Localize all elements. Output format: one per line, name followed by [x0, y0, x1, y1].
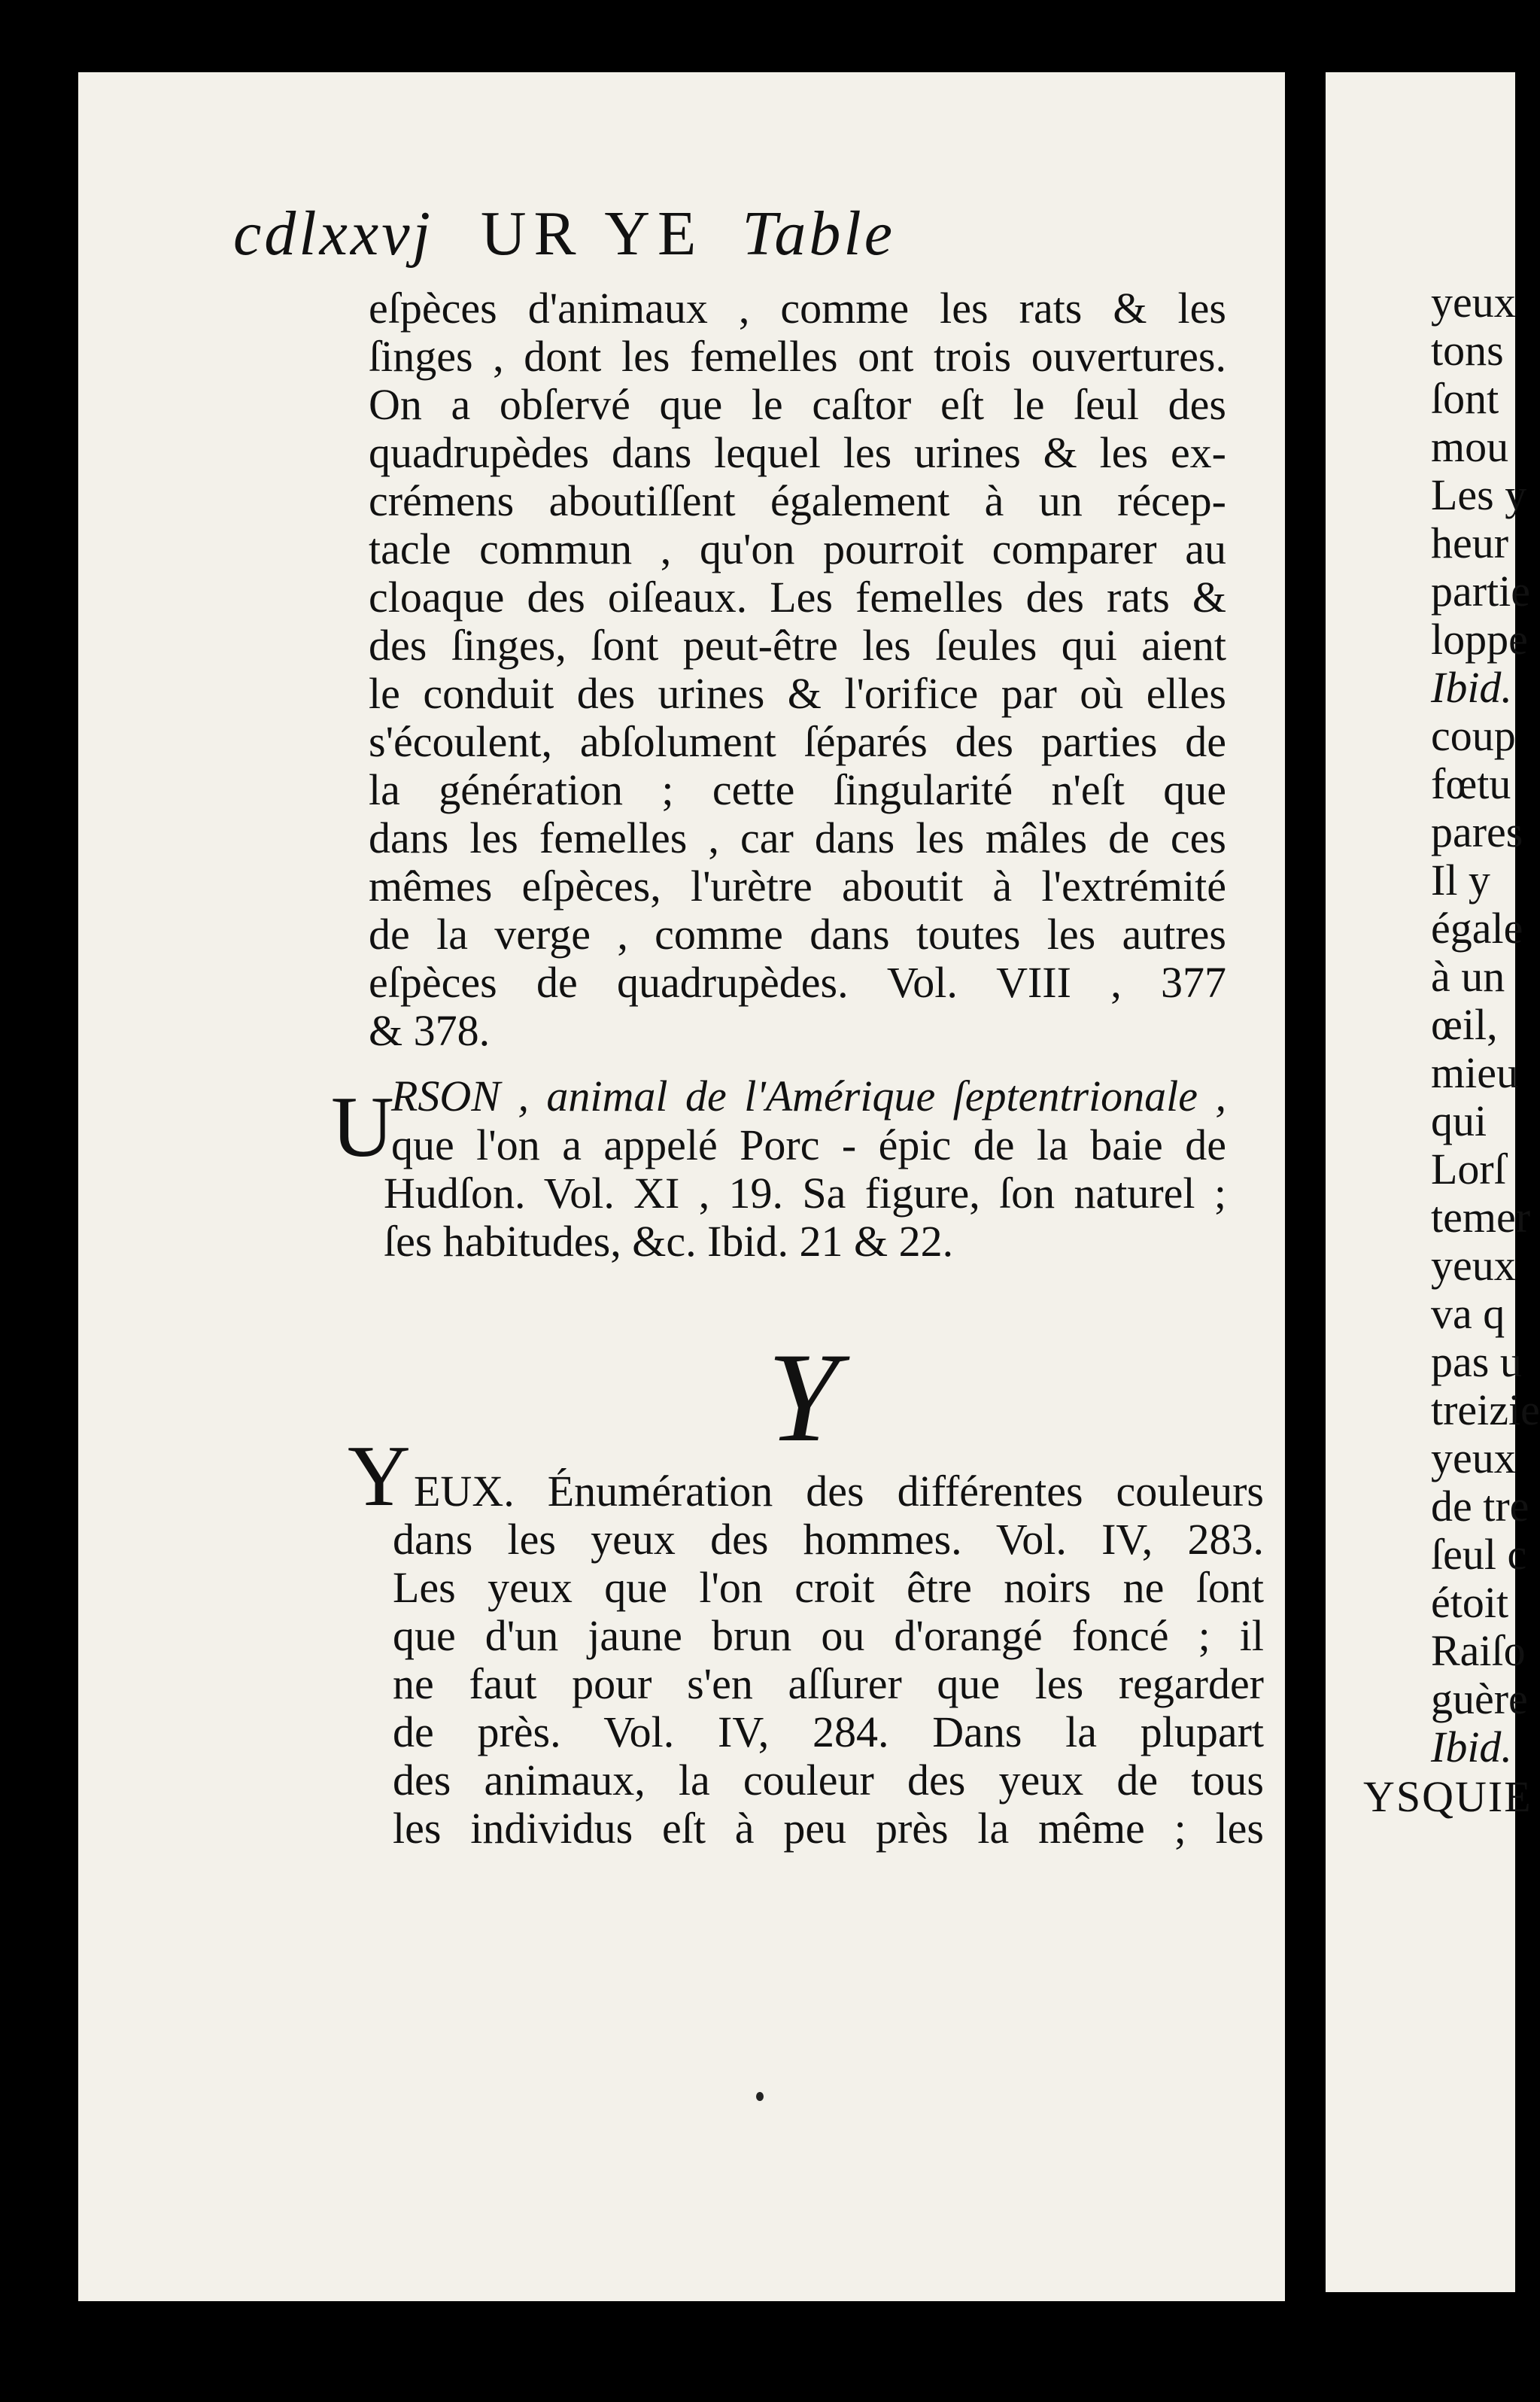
- fragment: Il y: [1431, 856, 1490, 905]
- text-line: eſpèces d'animaux , comme les rats & les: [369, 284, 1226, 333]
- text-line: de près. Vol. IV, 284. Dans la plupart: [393, 1707, 1264, 1756]
- urson-dropcap: U: [331, 1079, 394, 1175]
- running-head-title: Table: [742, 199, 895, 269]
- fragment: guère: [1431, 1674, 1528, 1723]
- fragment: œil,: [1431, 1000, 1498, 1049]
- page-header: [233, 197, 895, 270]
- running-head-letters: UR YE: [480, 199, 704, 269]
- fragment: loppe: [1431, 615, 1528, 664]
- text-line: le conduit des urines & l'orifice par où elles: [369, 669, 1226, 718]
- text-line: eſpèces de quadrupèdes. Vol. VIII , 377: [369, 958, 1226, 1007]
- fragment: tons: [1431, 326, 1504, 375]
- fragment: va q: [1431, 1289, 1505, 1338]
- fragment: yeux: [1431, 1241, 1516, 1290]
- text-line: On a obſervé que le caſtor eſt le ſeul des: [369, 380, 1226, 429]
- text-line: des animaux, la couleur des yeux de tous: [393, 1756, 1264, 1805]
- text-line: que d'un jaune brun ou d'orangé foncé ; il: [393, 1611, 1264, 1660]
- fragment: treizie: [1431, 1385, 1540, 1434]
- fragment: pares: [1431, 807, 1523, 856]
- section-letter: Y: [767, 1327, 839, 1468]
- fragment: Ibid.: [1431, 1722, 1512, 1771]
- text-line: Les yeux que l'on croit être noirs ne ſont: [393, 1563, 1264, 1612]
- fragment: étoit: [1431, 1578, 1509, 1627]
- fragment: de tre: [1431, 1482, 1529, 1531]
- fragment: heur: [1431, 518, 1509, 567]
- fragment: partie: [1431, 567, 1531, 616]
- page-number: cdlxxvj: [233, 199, 433, 269]
- fragment: coup: [1431, 711, 1516, 760]
- text-line: ſes habitudes, &c. Ibid. 21 & 22.: [384, 1217, 954, 1266]
- text-line: des ſinges, ſont peut-être les ſeules qui aient: [369, 621, 1226, 670]
- fragment: qui: [1431, 1096, 1487, 1145]
- fragment: Raiſo: [1431, 1626, 1526, 1675]
- fragment: ſont: [1431, 374, 1499, 423]
- text-line: les individus eſt à peu près la même ; les: [393, 1804, 1264, 1853]
- ink-mark: [756, 2092, 764, 2101]
- fragment: mou: [1431, 422, 1509, 471]
- fragment: à un: [1431, 952, 1505, 1001]
- text-line: & 378.: [369, 1006, 491, 1055]
- text-line: que l'on a appelé Porc - épic de la baie de: [391, 1120, 1226, 1169]
- text-line: ſinges , dont les femelles ont trois ouvertures.: [369, 332, 1226, 381]
- text-line: cloaque des oiſeaux. Les femelles des rats &: [369, 573, 1226, 622]
- fragment: Les y: [1431, 470, 1527, 519]
- text-line: de la verge , comme dans toutes les autres: [369, 910, 1226, 959]
- fragment: temer: [1431, 1193, 1531, 1242]
- text-line: dans les yeux des hommes. Vol. IV, 283.: [393, 1515, 1264, 1564]
- text-line: tacle commun , qu'on pourroit comparer au: [369, 524, 1226, 573]
- fragment: ſeul c: [1431, 1530, 1527, 1579]
- text-line: s'écoulent, abſolument ſéparés des parties de: [369, 717, 1226, 766]
- fragment: Ibid.: [1431, 663, 1512, 712]
- fragment: Lorſ: [1431, 1145, 1506, 1193]
- text-line: la génération ; cette ſingularité n'eſt que: [369, 765, 1226, 814]
- text-line: mêmes eſpèces, l'urètre aboutit à l'extrémité: [369, 862, 1226, 911]
- fragment: YSQUIE: [1363, 1772, 1532, 1821]
- text-line: quadrupèdes dans lequel les urines & les ex-: [369, 428, 1226, 477]
- text-line: crémens aboutiſſent également à un récep-: [369, 476, 1226, 525]
- text-line: Hudſon. Vol. XI , 19. Sa figure, ſon naturel ;: [384, 1169, 1226, 1218]
- fragment: yeux: [1431, 1434, 1516, 1482]
- fragment: fœtu: [1431, 759, 1511, 808]
- fragment: mieu: [1431, 1048, 1518, 1097]
- fragment: pas u: [1431, 1337, 1522, 1386]
- text-line: RSON , animal de l'Amérique ſeptentrionale ,: [391, 1072, 1226, 1120]
- text-line: EUX. Énumération des différentes couleurs: [414, 1467, 1264, 1516]
- yeux-dropcap: Y: [348, 1428, 411, 1525]
- fragment: yeux: [1431, 278, 1516, 327]
- fragment: égale: [1431, 904, 1523, 953]
- text-line: dans les femelles , car dans les mâles de ces: [369, 813, 1226, 862]
- text-line: ne faut pour s'en aſſurer que les regarder: [393, 1659, 1264, 1708]
